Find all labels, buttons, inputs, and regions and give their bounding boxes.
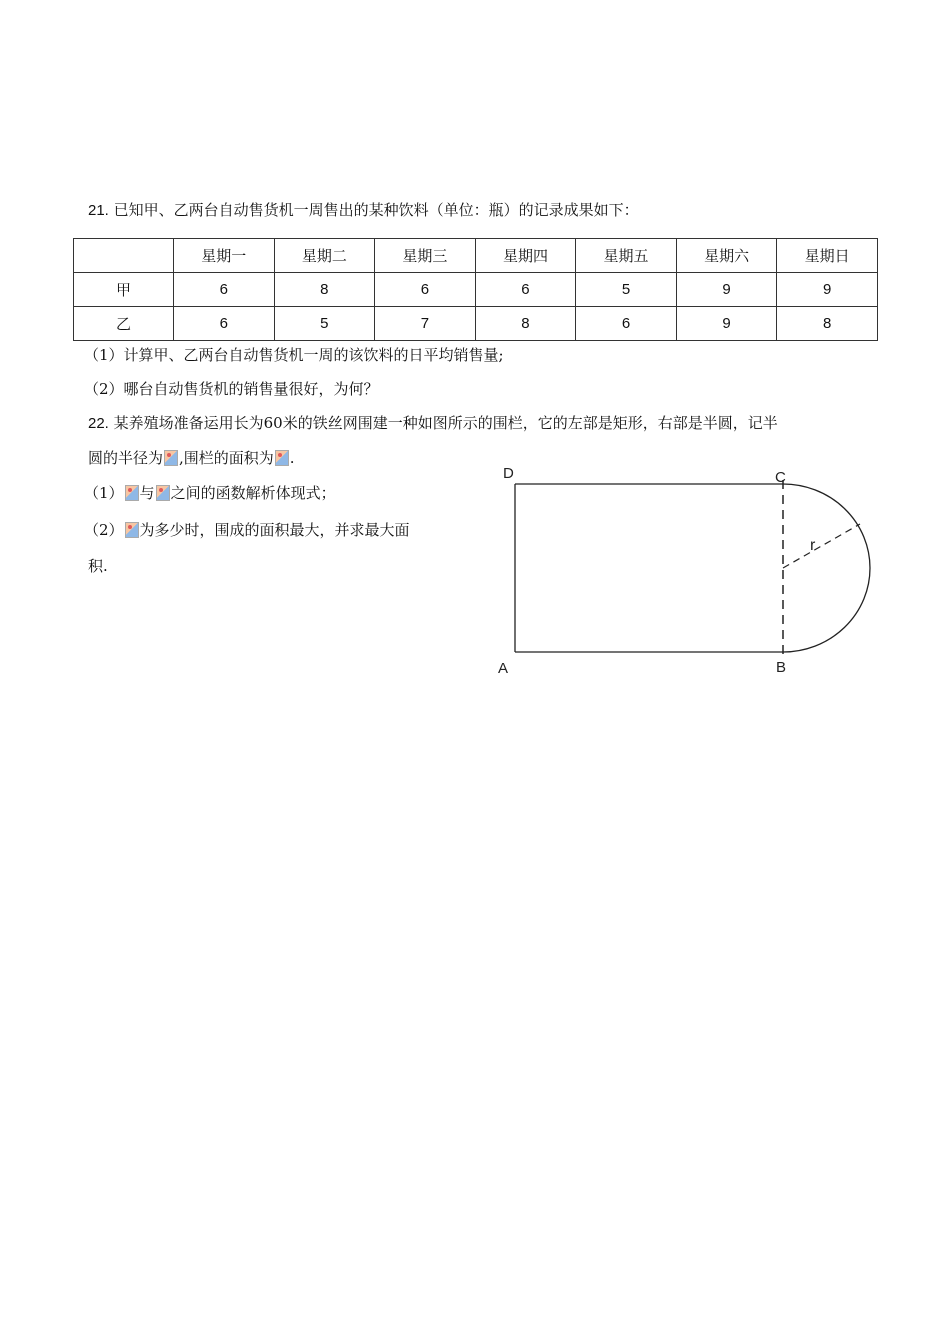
table-cell: 8 xyxy=(475,307,576,341)
q22-part1 xyxy=(84,483,336,503)
table-cell: 6 xyxy=(174,307,275,341)
table-cell: 9 xyxy=(676,273,777,307)
q22-number: 22. xyxy=(88,415,109,432)
semicircle-arc xyxy=(783,484,870,652)
q22-part2-text: 为多少时，围成的面积最大，并求最大面 xyxy=(139,521,410,539)
table-cell: 8 xyxy=(777,307,878,341)
q22-stem-line2 xyxy=(88,448,295,468)
table-header-cell: 星期日 xyxy=(777,239,878,273)
table-cell: 9 xyxy=(777,273,878,307)
table-header-cell xyxy=(74,239,174,273)
radius-line xyxy=(783,524,860,568)
table-cell: 6 xyxy=(576,307,677,341)
q22-stem-text-a: 圆的半径为 xyxy=(88,449,164,467)
q22-part2-line1 xyxy=(84,520,410,540)
q21-stem: 已知甲、乙两台自动售货机一周售出的某种饮料（单位：瓶）的记录成果如下： xyxy=(113,201,639,219)
row-label: 甲 xyxy=(74,273,174,307)
q21-part1: （1）计算甲、乙两台自动售货机一周的该饮料的日平均销售量; xyxy=(84,346,504,364)
q22-part1-prefix: （1） xyxy=(84,484,124,502)
table-header-row xyxy=(74,239,878,273)
q21-stem-line xyxy=(88,200,639,221)
label-b: B xyxy=(776,659,787,676)
q22-part2-line2: 积. xyxy=(88,557,108,575)
formula-image-icon xyxy=(156,485,170,501)
label-r: r xyxy=(810,537,816,554)
formula-image-icon xyxy=(125,485,139,501)
q21-part2: （2）哪台自动售货机的销售量很好，为何？ xyxy=(84,380,379,398)
table-row xyxy=(74,307,878,341)
q21-number: 21. xyxy=(88,202,109,219)
q22-part2-prefix: （2） xyxy=(84,521,124,539)
formula-image-icon xyxy=(275,450,289,466)
fence-diagram xyxy=(490,460,890,685)
table-cell: 6 xyxy=(475,273,576,307)
q22-part1-suffix: 之间的函数解析体现式； xyxy=(170,484,336,502)
table-cell: 7 xyxy=(375,307,476,341)
table-header-cell: 星期三 xyxy=(375,239,476,273)
table-cell: 6 xyxy=(174,273,275,307)
q22-stem-text-b: ,围栏的面积为 xyxy=(179,449,274,467)
row-label: 乙 xyxy=(74,307,174,341)
table-header-cell: 星期二 xyxy=(274,239,375,273)
label-a: A xyxy=(498,660,509,677)
label-d: D xyxy=(503,465,514,482)
table-header-cell: 星期四 xyxy=(475,239,576,273)
table-header-cell: 星期一 xyxy=(174,239,275,273)
table-row xyxy=(74,273,878,307)
q22-stem-text-c: . xyxy=(289,449,295,467)
table-cell: 5 xyxy=(274,307,375,341)
q22-stem-text: 某养殖场准备运用长为60米的铁丝网围建一种如图所示的围栏，它的左部是矩形，右部是半圆，记半 xyxy=(113,414,778,432)
formula-image-icon xyxy=(125,522,139,538)
q22-stem-line1 xyxy=(88,413,778,434)
table-header-cell: 星期五 xyxy=(576,239,677,273)
q22-part1-mid: 与 xyxy=(139,484,155,502)
table-header-cell: 星期六 xyxy=(676,239,777,273)
table-cell: 8 xyxy=(274,273,375,307)
formula-image-icon xyxy=(164,450,178,466)
sales-table xyxy=(73,238,878,341)
label-c: C xyxy=(775,469,786,486)
table-cell: 9 xyxy=(676,307,777,341)
table-cell: 6 xyxy=(375,273,476,307)
table-cell: 5 xyxy=(576,273,677,307)
